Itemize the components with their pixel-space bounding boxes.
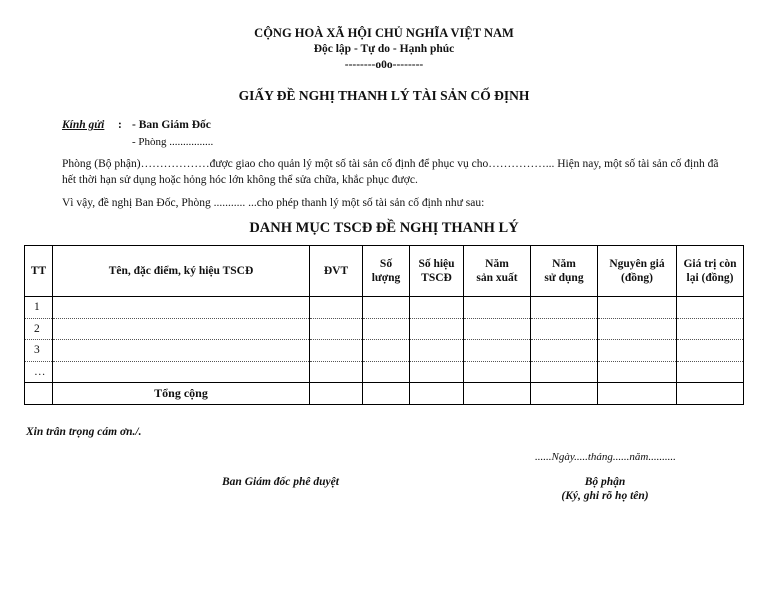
closing-thanks: Xin trân trọng cám ơn./. [26, 426, 142, 438]
col-header-residual-value: Giá trị còn lại (đồng) [677, 246, 744, 297]
cell[interactable] [310, 361, 363, 383]
col-header-year-used: Năm sử dụng [531, 246, 598, 297]
cell[interactable] [677, 383, 744, 405]
body-paragraph-1-line-2: hết thời hạn sử dụng hoặc hỏng hóc lớn không thể sửa chữa, khắc phục được. [62, 174, 418, 186]
cell[interactable] [310, 383, 363, 405]
cell[interactable] [677, 297, 744, 319]
cell[interactable] [363, 318, 410, 340]
col-header-unit: ĐVT [310, 246, 363, 297]
cell[interactable] [363, 297, 410, 319]
cell[interactable] [310, 297, 363, 319]
cell[interactable] [363, 361, 410, 383]
col-header-original-cost: Nguyên giá (đồng) [598, 246, 677, 297]
approver-label: Ban Giám đốc phê duyệt [222, 476, 339, 488]
cell[interactable] [598, 340, 677, 362]
row-number: 3 [25, 340, 53, 362]
cell[interactable] [464, 297, 531, 319]
cell[interactable] [464, 340, 531, 362]
cell[interactable] [677, 340, 744, 362]
cell[interactable] [363, 383, 410, 405]
cell[interactable] [310, 318, 363, 340]
col-header-tt: TT [25, 246, 53, 297]
cell[interactable] [363, 340, 410, 362]
total-label: Tổng cộng [53, 383, 310, 405]
col-header-year-made: Năm sản xuất [464, 246, 531, 297]
cell[interactable] [531, 361, 598, 383]
cell[interactable] [53, 297, 310, 319]
date-line: ......Ngày.....tháng......năm.......... [535, 451, 676, 463]
table-header-row [25, 246, 744, 297]
cell[interactable] [53, 318, 310, 340]
col-header-quantity: Số lượng [363, 246, 410, 297]
cell[interactable] [410, 340, 464, 362]
recipient-department: - Phòng ................ [132, 136, 214, 148]
col-header-asset-code: Số hiệu TSCĐ [410, 246, 464, 297]
department-label: Bộ phận [584, 476, 626, 488]
cell[interactable] [53, 361, 310, 383]
signature-note: (Ký, ghi rõ họ tên) [561, 490, 649, 502]
cell[interactable] [531, 318, 598, 340]
body-paragraph-2: Vì vậy, đề nghị Ban Đốc, Phòng ........... ...cho phép thanh lý một số tài sản cố định như sau: [62, 197, 485, 209]
cell[interactable] [598, 383, 677, 405]
cell[interactable] [598, 361, 677, 383]
addressee-colon: : [118, 119, 122, 131]
cell[interactable] [531, 340, 598, 362]
recipient-board: - Ban Giám Đốc [132, 119, 211, 131]
cell[interactable] [464, 383, 531, 405]
body-paragraph-1-line-1: Phòng (Bộ phận)………………được giao cho quản lý một số tài sản cố định để phục vụ cho……………... Hiện nay, một số tài sản cố định đã [62, 158, 719, 170]
cell[interactable] [531, 297, 598, 319]
cell[interactable] [598, 297, 677, 319]
row-number: 1 [25, 297, 53, 319]
nation-heading: CỘNG HOÀ XÃ HỘI CHỦ NGHĨA VIỆT NAM [254, 26, 514, 40]
cell[interactable] [410, 297, 464, 319]
cell[interactable] [53, 340, 310, 362]
table-row [25, 361, 744, 383]
table-row [25, 340, 744, 362]
document-title: GIẤY ĐỀ NGHỊ THANH LÝ TÀI SẢN CỐ ĐỊNH [238, 88, 530, 103]
cell[interactable] [310, 340, 363, 362]
cell[interactable] [464, 361, 531, 383]
table-row [25, 297, 744, 319]
cell [25, 383, 53, 405]
cell[interactable] [531, 383, 598, 405]
asset-table [24, 245, 744, 405]
cell[interactable] [677, 318, 744, 340]
cell[interactable] [677, 361, 744, 383]
col-header-name: Tên, đặc điểm, ký hiệu TSCĐ [53, 246, 310, 297]
cell[interactable] [410, 318, 464, 340]
table-row [25, 318, 744, 340]
cell[interactable] [410, 383, 464, 405]
motto: Độc lập - Tự do - Hạnh phúc [313, 43, 455, 55]
cell[interactable] [410, 361, 464, 383]
cell[interactable] [598, 318, 677, 340]
heading-separator: --------o0o-------- [344, 59, 424, 71]
total-row [25, 383, 744, 405]
row-number: … [25, 361, 53, 383]
addressee-label: Kính gửi [62, 119, 105, 131]
cell[interactable] [464, 318, 531, 340]
asset-list-title: DANH MỤC TSCĐ ĐỀ NGHỊ THANH LÝ [249, 220, 519, 236]
row-number: 2 [25, 318, 53, 340]
